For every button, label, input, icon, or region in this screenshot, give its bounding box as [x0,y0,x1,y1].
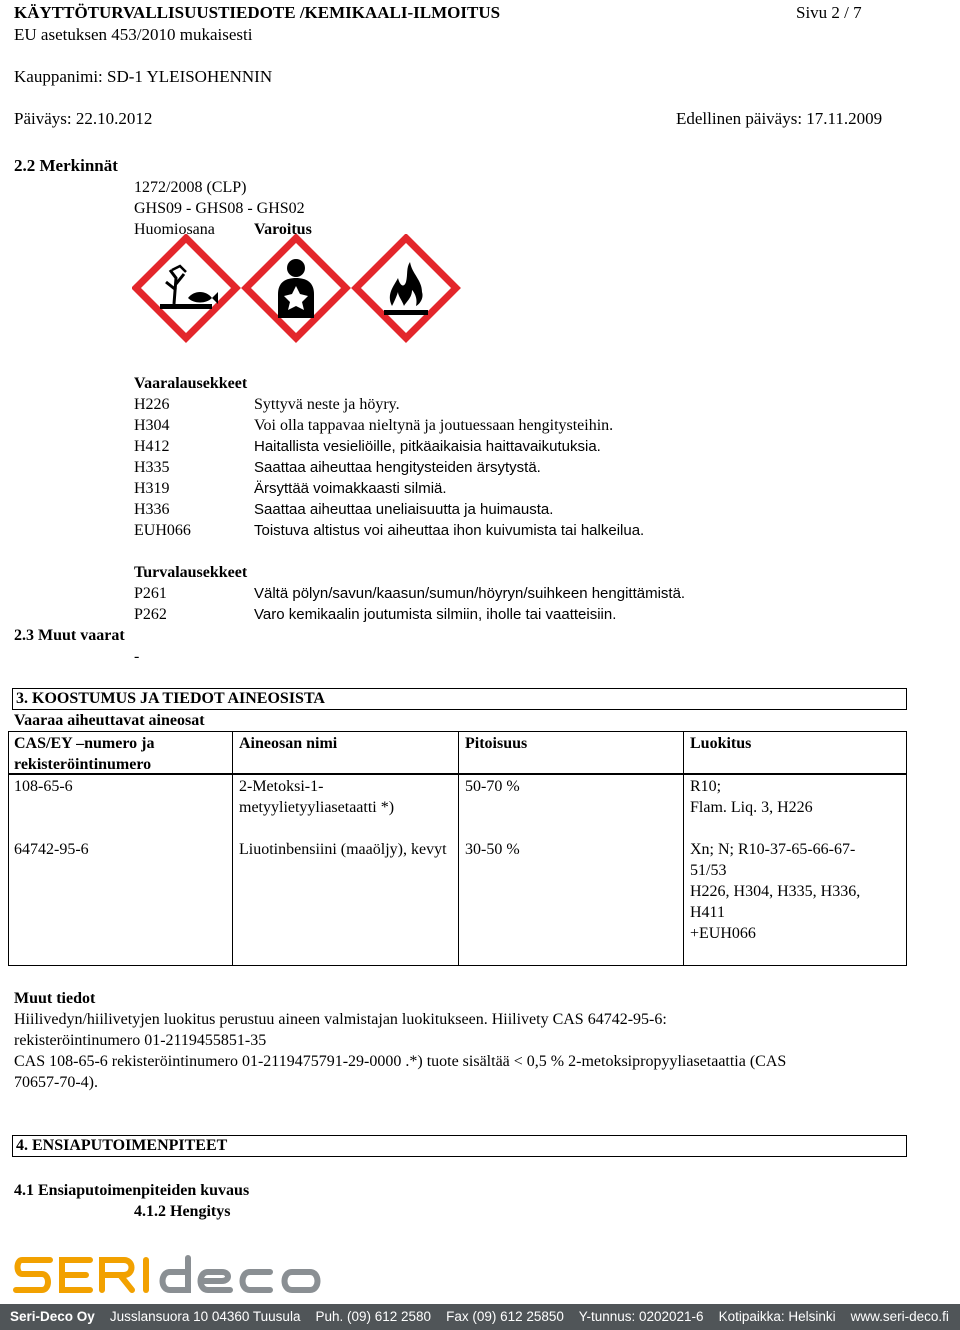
table-cell-cas: 64742-95-6 [14,841,89,858]
table-cell-concentration: 30-50 % [465,841,520,858]
hazard-code: H304 [134,417,170,434]
precautionary-statements-heading: Turvalausekkeet [134,564,248,581]
environment-hazard-icon [136,238,236,338]
hazard-text: Saattaa aiheuttaa uneliaisuutta ja huimausta. [254,501,554,518]
section-4-heading: 4. ENSIAPUTOIMENPITEET [16,1137,228,1154]
footer-phone: Puh. (09) 612 2580 [315,1309,432,1324]
clp-regulation: 1272/2008 (CLP) [134,179,247,196]
hazard-text: Saattaa aiheuttaa hengitysteiden ärsytystä. [254,459,541,476]
hazard-code: EUH066 [134,522,191,539]
hazard-code: H319 [134,480,170,497]
table-cell-name: Liuotinbensiini (maaöljy), kevyt [239,841,447,858]
ghs-codes: GHS09 - GHS08 - GHS02 [134,200,305,217]
footer-business-id: Y-tunnus: 0202021-6 [578,1309,704,1324]
other-info-text: Hiilivedyn/hiilivetyjen luokitus perustuu aineen valmistajan luokitukseen. Hiilivety CAS 64742-95-6: rekisteröintinumero 01-2119455851-35 CAS 108-65-6 rekisteröintinumero 01-2119475791-29-0000 .*) tuote sisältää < 0,5 % 2-metoksipropyyliasetaattia (CAS 70657-70-4). [14,1011,787,1091]
issue-date: Päiväys: 22.10.2012 [14,109,153,128]
ghs-pictograms [132,234,462,364]
hazard-code: H412 [134,438,170,455]
footer-domicile: Kotipaikka: Helsinki [718,1309,836,1324]
document-title: KÄYTTÖTURVALLISUUSTIEDOTE /KEMIKAALI-ILMOITUS [14,3,501,22]
footer-contact [10,1309,949,1325]
flame-icon [356,238,456,338]
precaution-text: Varo kemikaalin joutumista silmiin, iholle tai vaatteisiin. [254,606,617,623]
precaution-code: P262 [134,606,167,623]
table-cell-name: 2-Metoksi-1-metyylietyyliasetaatti *) [239,778,395,816]
hazard-code: H335 [134,459,170,476]
column-header-name: Aineosan nimi [239,735,338,752]
trade-name: Kauppanimi: SD-1 YLEISOHENNIN [14,67,273,86]
precaution-text: Vältä pölyn/savun/kaasun/sumun/höyryn/suihkeen hengittämistä. [254,585,686,602]
footer-website[interactable]: www.seri-deco.fi [850,1309,949,1324]
hazard-statements-heading: Vaaralausekkeet [134,375,248,392]
hazard-text: Haitallista vesieliöille, pitkäaikaisia haittavaikutuksia. [254,438,601,455]
footer-fax: Fax (09) 612 25850 [446,1309,564,1324]
regulation-reference: EU asetuksen 453/2010 mukaisesti [14,25,253,44]
table-cell-classification: Xn; N; R10-37-65-66-67-51/53 H226, H304, H335, H336, H411 +EUH066 [690,841,861,942]
signal-word: Varoitus [254,221,312,238]
section-3-heading: 3. KOOSTUMUS JA TIEDOT AINEOSISTA [16,690,325,707]
section-4-1-heading: 4.1 Ensiaputoimenpiteiden kuvaus [14,1182,250,1199]
section-2-2-heading: 2.2 Merkinnät [14,156,118,175]
precaution-code: P261 [134,585,167,602]
other-hazards-value: - [134,648,140,665]
section-2-3-heading: 2.3 Muut vaarat [14,627,125,644]
column-header-classification: Luokitus [690,735,752,752]
health-hazard-icon [246,238,346,338]
table-cell-concentration: 50-70 % [465,778,520,795]
seri-deco-logo [12,1254,332,1296]
hazard-text: Voi olla tappavaa nieltynä ja joutuessaan hengitysteihin. [254,417,614,434]
hazard-text: Ärsyttää voimakkaasti silmiä. [254,480,447,497]
footer-address: Jusslansuora 10 04360 Tuusula [109,1309,301,1324]
hazard-text: Toistuva altistus voi aiheuttaa ihon kuivumista tai halkeilua. [254,522,645,539]
hazard-code: H336 [134,501,170,518]
column-header-cas: CAS/EY –numero ja rekisteröintinumero [14,735,155,773]
hazard-code: H226 [134,396,170,413]
page-number: Sivu 2 / 7 [796,3,862,22]
signal-word-label: Huomiosana [134,221,215,238]
other-info-heading: Muut tiedot [14,990,96,1007]
table-cell-classification: R10; Flam. Liq. 3, H226 [690,778,813,816]
hazard-text: Syttyvä neste ja höyry. [254,396,400,413]
column-header-concentration: Pitoisuus [465,735,528,752]
previous-date: Edellinen päiväys: 17.11.2009 [676,109,883,128]
footer-company: Seri-Deco Oy [10,1309,95,1324]
section-4-1-2-heading: 4.1.2 Hengitys [134,1203,231,1220]
table-cell-cas: 108-65-6 [14,778,73,795]
hazardous-ingredients-heading: Vaaraa aiheuttavat aineosat [14,712,205,729]
